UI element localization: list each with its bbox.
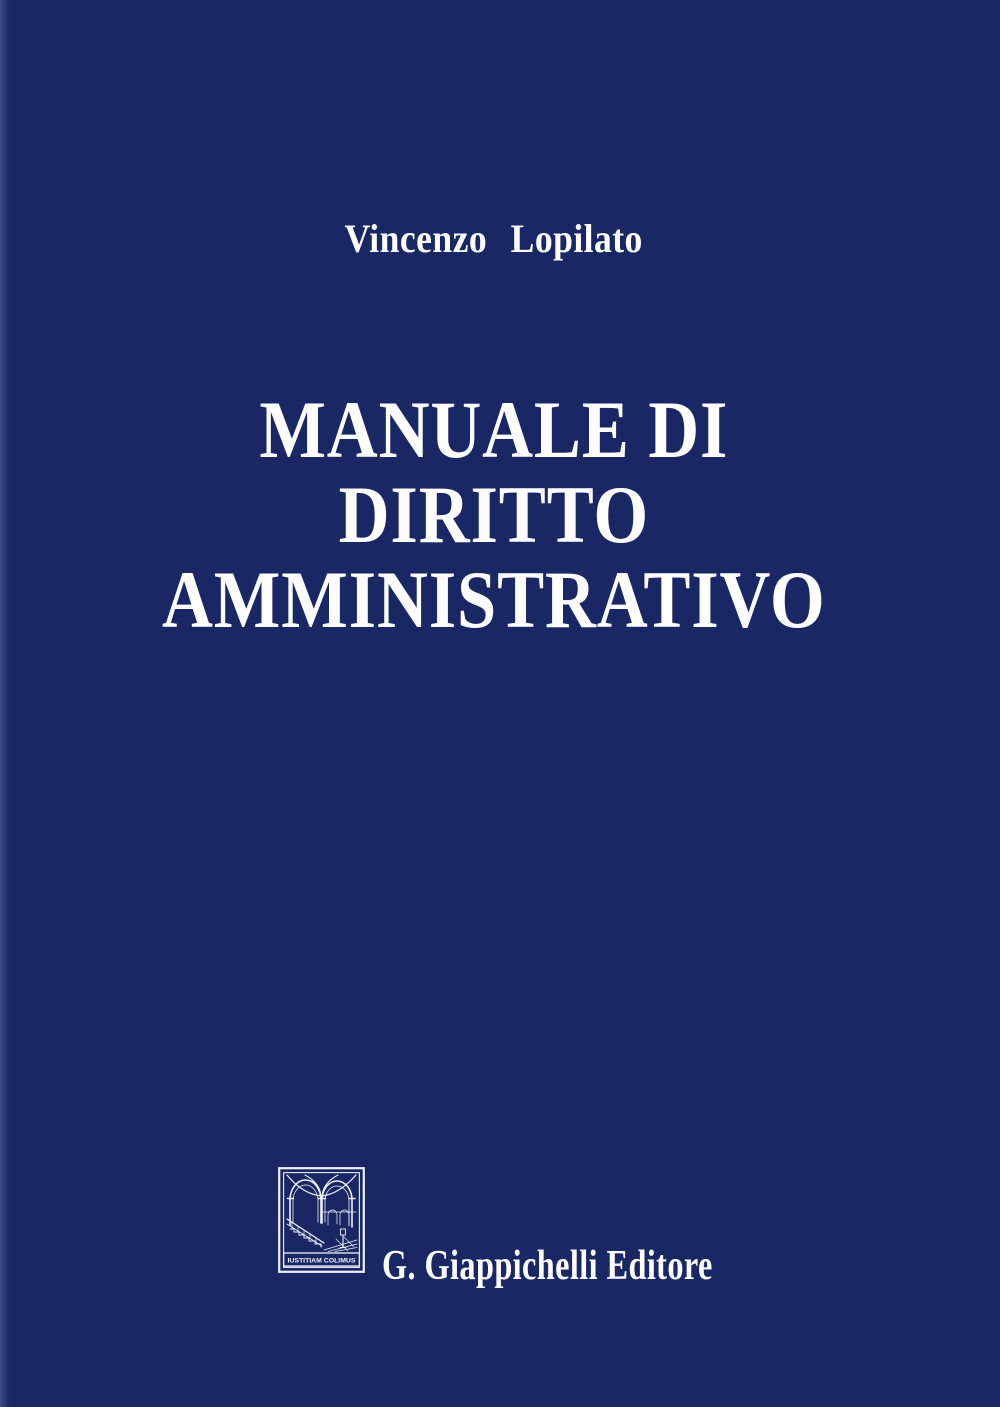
title-line-2: DIRITTO <box>338 469 650 560</box>
publisher-row <box>382 1243 713 1289</box>
publisher-name: G. Giappichelli Editore <box>382 1243 713 1289</box>
title-line-3: AMMINISTRATIVO <box>162 554 826 645</box>
book-title <box>162 384 826 645</box>
logo-motto: IUSTITIAM COLIMUS <box>287 1257 357 1265</box>
left-edge-highlight <box>0 0 9 1407</box>
title-block <box>0 384 988 645</box>
author-name: Vincenzo Lopilato <box>344 216 644 261</box>
title-line-1: MANUALE DI <box>259 384 729 475</box>
publisher-logo-icon <box>278 1167 365 1273</box>
author-row <box>0 217 988 261</box>
